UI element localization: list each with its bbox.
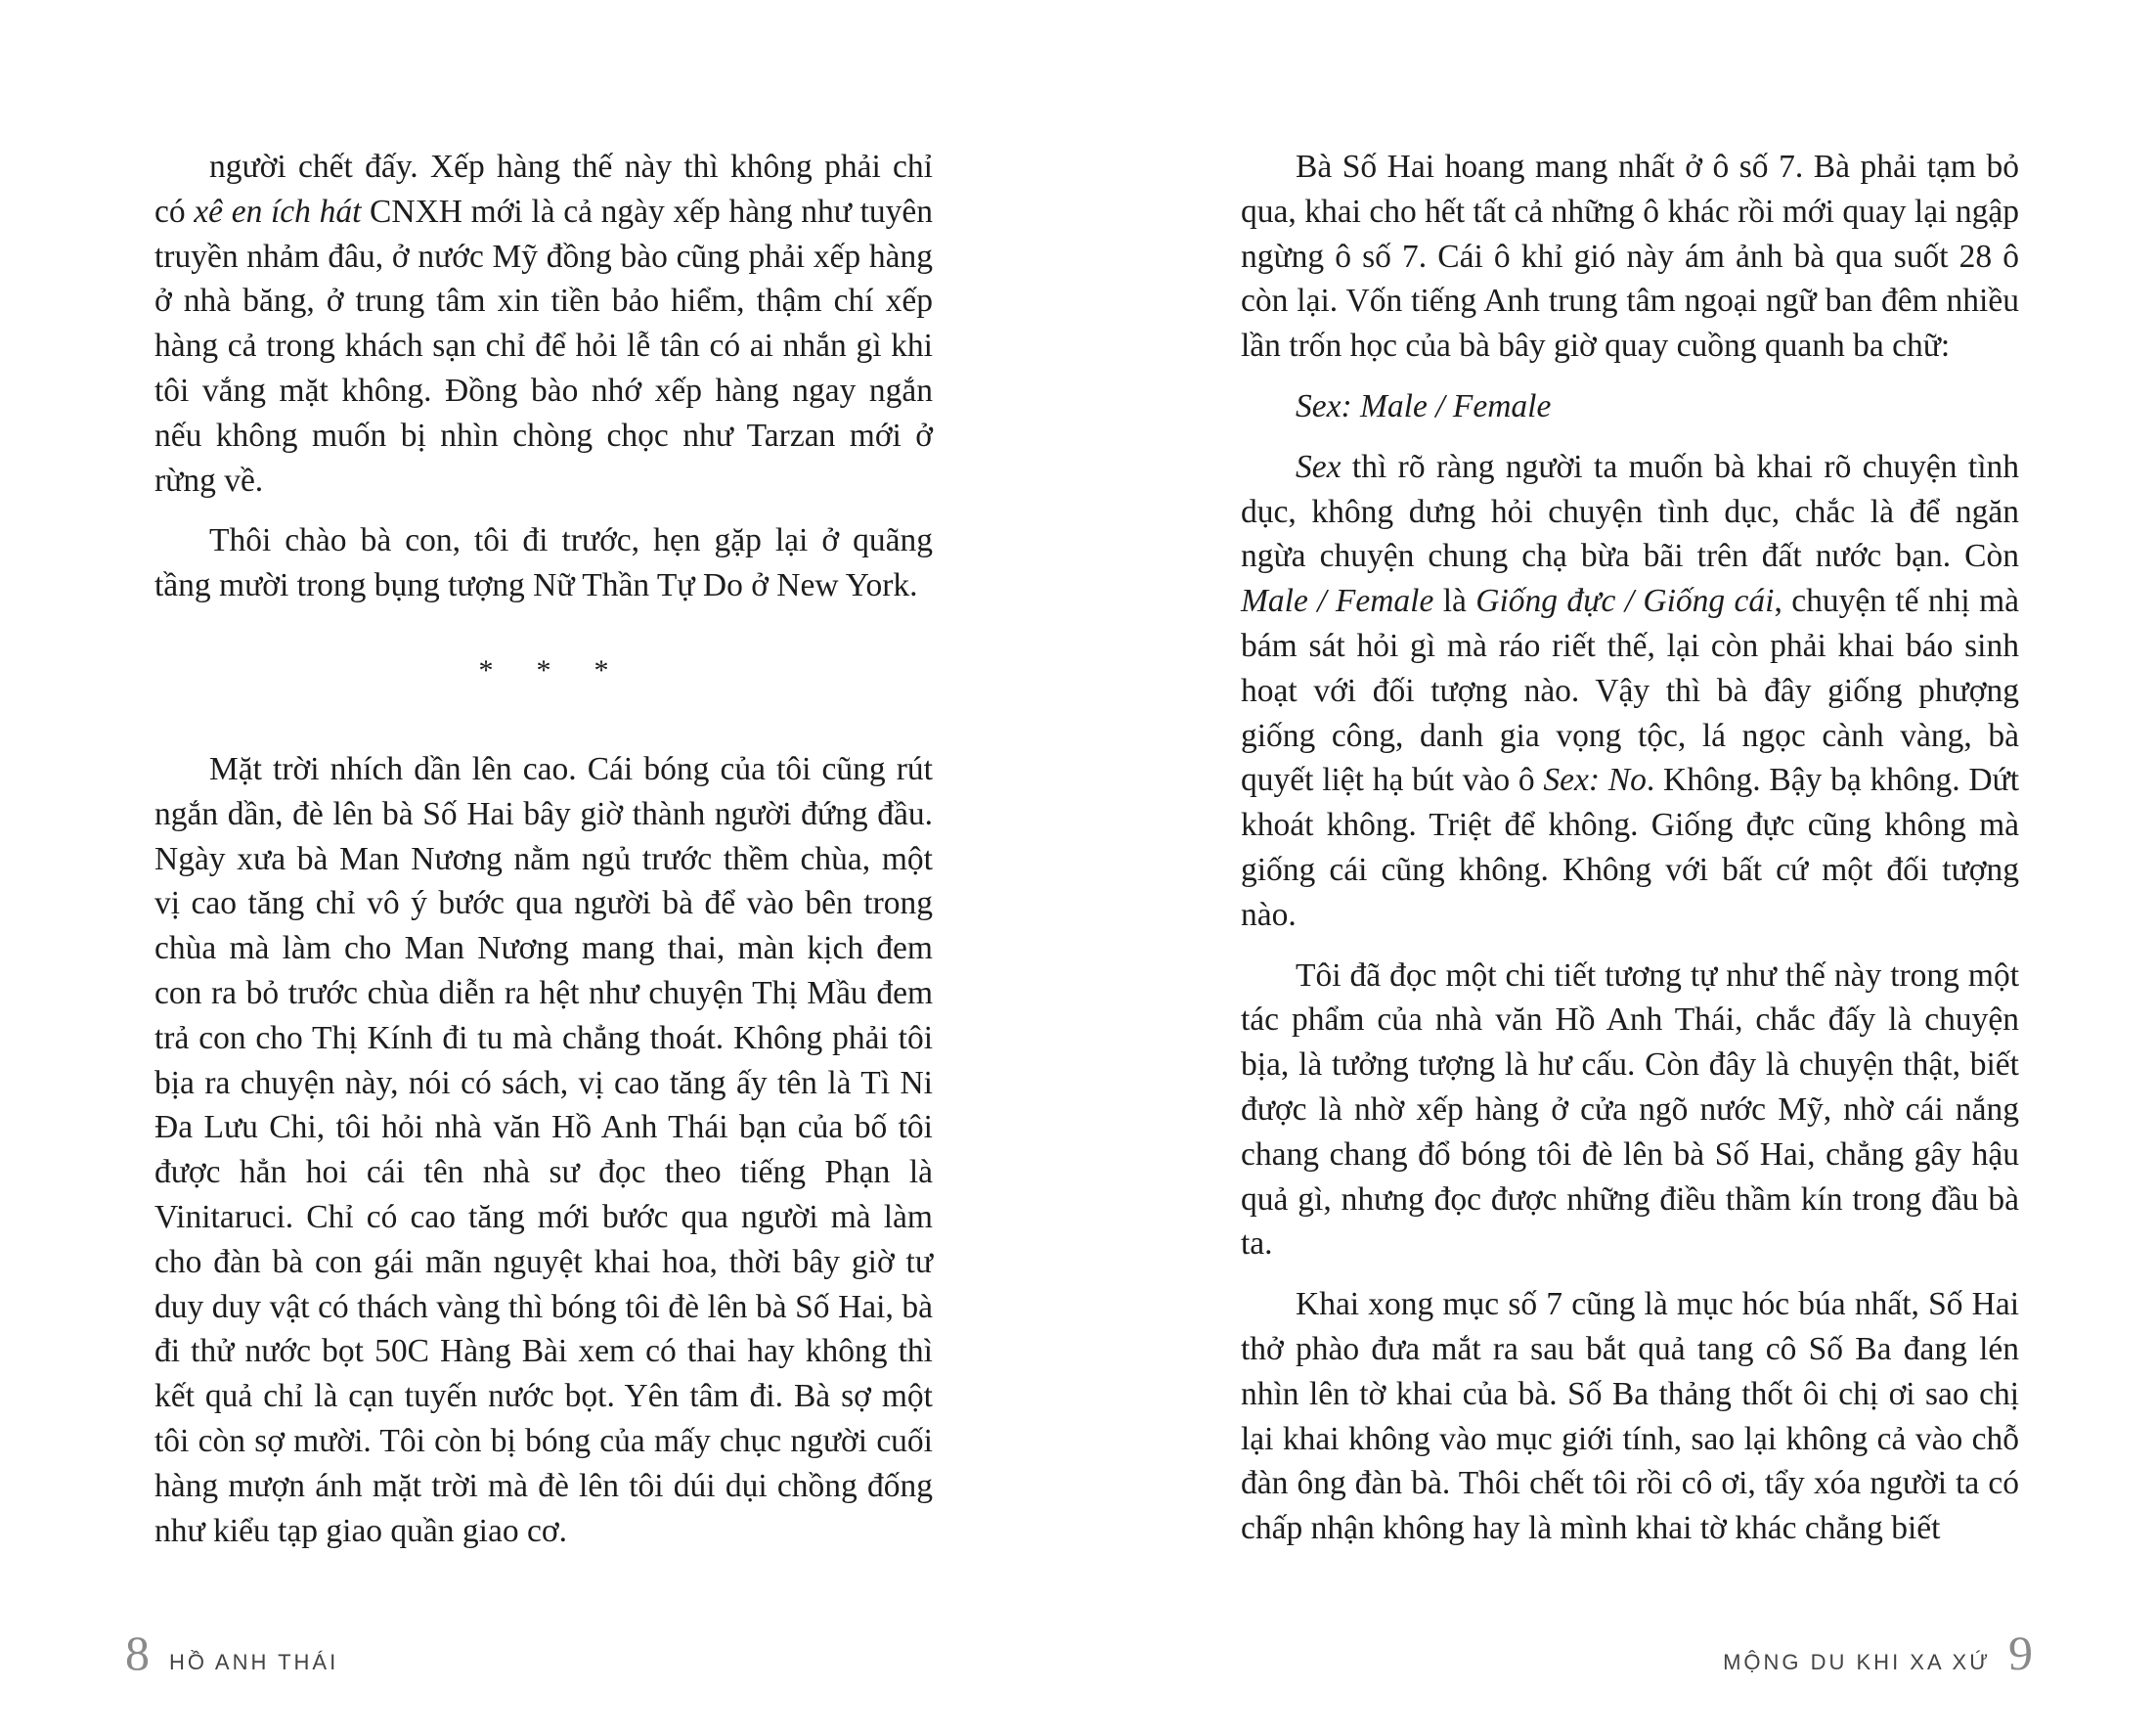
italic-text: Giống đực / Giống cái [1475,583,1775,620]
italic-text: Sex: No [1543,762,1647,799]
paragraph [154,518,933,608]
left-page [0,0,1076,1733]
italic-text: Sex: Male / Female [1296,387,1552,424]
paragraph [1241,384,2019,429]
text-run: thì rõ ràng người ta muốn bà khai rõ chuyện tình dục, không dưng hỏi chuyện tình dục, chắc là để ngăn ngừa chuyện chung chạ bừa bãi trên đất nước bạn. Còn [1241,448,2019,575]
separator-asterisk: * [536,653,551,687]
paragraph [1241,954,2019,1267]
text-run: là [1433,583,1476,620]
text-run: Tôi đã đọc một chi tiết tương tự như thế này trong một tác phẩm của nhà văn Hồ Anh Thái, chắc đấy là chuyện bịa, là tưởng tượng là hư cấu. Còn đây là chuyện thật, biết được là nhờ xếp hàng ở cửa ngõ nước Mỹ, nhờ cái nắng chang chang đổ bóng tôi đè lên bà Số Hai, chẳng gây hậu quả gì, nhưng đọc được những điều thầm kín trong đầu bà ta. [1241,956,2019,1263]
section-separator [154,651,933,690]
right-page [1076,0,2156,1733]
italic-text: Male / Female [1241,583,1434,620]
left-text-block [154,145,933,1553]
right-paragraphs [1241,145,2019,1551]
text-run: . Không. Bậy bạ không. Dứt khoát không. Triệt để không. Giống đực cũng không mà giống cái cũng không. Không với bất cứ một đối tượng nào. [1241,762,2020,933]
text-run: CNXH mới là cả ngày xếp hàng như tuyên truyền nhảm đâu, ở nước Mỹ đồng bào cũng phải xếp hàng ở nhà băng, ở trung tâm xin tiền bảo hiểm, thậm chí xếp hàng cả trong khách sạn chỉ để hỏi lễ tân có ai nhắn gì khi tôi vắng mặt không. Đồng bào nhớ xếp hàng ngay ngắn nếu không muốn bị nhìn chòng chọc như Tarzan mới ở rừng về. [154,193,933,499]
italic-text: xê en ích hát [194,193,362,230]
left-folio [125,1623,338,1682]
separator-asterisk: * [478,653,494,687]
paragraph [154,747,933,1553]
separator-asterisk: * [594,653,609,687]
left-paragraphs-after [154,747,933,1553]
running-head-author: HỒ ANH THÁI [169,1650,339,1674]
text-run: Khai xong mục số 7 cũng là mục hóc búa nhất, Số Hai thở phào đưa mắt ra sau bắt quả tang cô Số Ba đang lén nhìn lên tờ khai của bà. Số Ba thảng thốt ôi chị ơi sao chị lại khai không vào mục giới tính, sao lại không cả vào chỗ đàn ông đàn bà. Thôi chết tôi rồi cô ơi, tẩy xóa người ta có chấp nhận không hay là mình khai tờ khác chẳng biết [1241,1286,2019,1547]
text-run: , chuyện tế nhị mà bám sát hỏi gì mà ráo riết thế, lại còn phải khai báo sinh hoạt với đối tượng nào. Vậy thì bà đây giống phượng giống công, danh gia vọng tộc, lá ngọc cành vàng, bà quyết liệt hạ bút vào ô [1241,583,2019,799]
paragraph [1241,445,2019,938]
page-number: 9 [2008,1625,2033,1680]
left-paragraphs-before [154,145,933,608]
paragraph [1241,145,2019,369]
text-run: Bà Số Hai hoang mang nhất ở ô số 7. Bà phải tạm bỏ qua, khai cho hết tất cả những ô khác rồi mới quay lại ngập ngừng ô số 7. Cái ô khỉ gió này ám ảnh bà qua suốt 28 ô còn lại. Vốn tiếng Anh trung tâm ngoại ngữ ban đêm nhiều lần trốn học của bà bây giờ quay cuồng quanh ba chữ: [1241,149,2019,365]
italic-text: Sex [1296,448,1342,485]
paragraph [1241,1282,2019,1551]
page-number: 8 [125,1625,150,1680]
text-run: Mặt trời nhích dần lên cao. Cái bóng của tôi cũng rút ngắn dần, đè lên bà Số Hai bây giờ thành người đứng đầu. Ngày xưa bà Man Nương nằm ngủ trước thềm chùa, một vị cao tăng chỉ vô ý bước qua người bà để vào bên trong chùa mà làm cho Man Nương mang thai, màn kịch đem con ra bỏ trước chùa diễn ra hệt như chuyện Thị Mầu đem trả con cho Thị Kính đi tu mà chẳng thoát. Không phải tôi bịa ra chuyện này, nói có sách, vị cao tăng ấy tên là Tì Ni Đa Lưu Chi, tôi hỏi nhà văn Hồ Anh Thái bạn của bố tôi được hẳn hoi cái tên nhà sư đọc theo tiếng Phạn là Vinitaruci. Chỉ có cao tăng mới bước qua người mà làm cho đàn bà con gái mãn nguyệt khai hoa, thời bây giờ tư duy duy vật có thách vàng thì bóng tôi đè lên bà Số Hai, bà đi thử nước bọt 50C Hàng Bài xem có thai hay không thì kết quả chỉ là cạn tuyến nước bọt. Yên tâm đi. Bà sợ một tôi còn sợ mười. Tôi còn bị bóng của mấy chục người cuối hàng mượn ánh mặt trời mà đè lên tôi dúi dụi chồng đống như kiểu tạp giao quần giao cơ. [154,750,933,1549]
paragraph [154,145,933,503]
right-folio [1723,1623,2033,1682]
running-head-title: MỘNG DU KHI XA XỨ [1723,1650,1991,1674]
text-run: người chết đấy. Xếp hàng thế này thì không phải chỉ có [154,149,933,230]
text-run: Thôi chào bà con, tôi đi trước, hẹn gặp lại ở quãng tầng mười trong bụng tượng Nữ Thần Tự Do ở New York. [154,522,933,604]
right-text-block [1241,145,2019,1551]
